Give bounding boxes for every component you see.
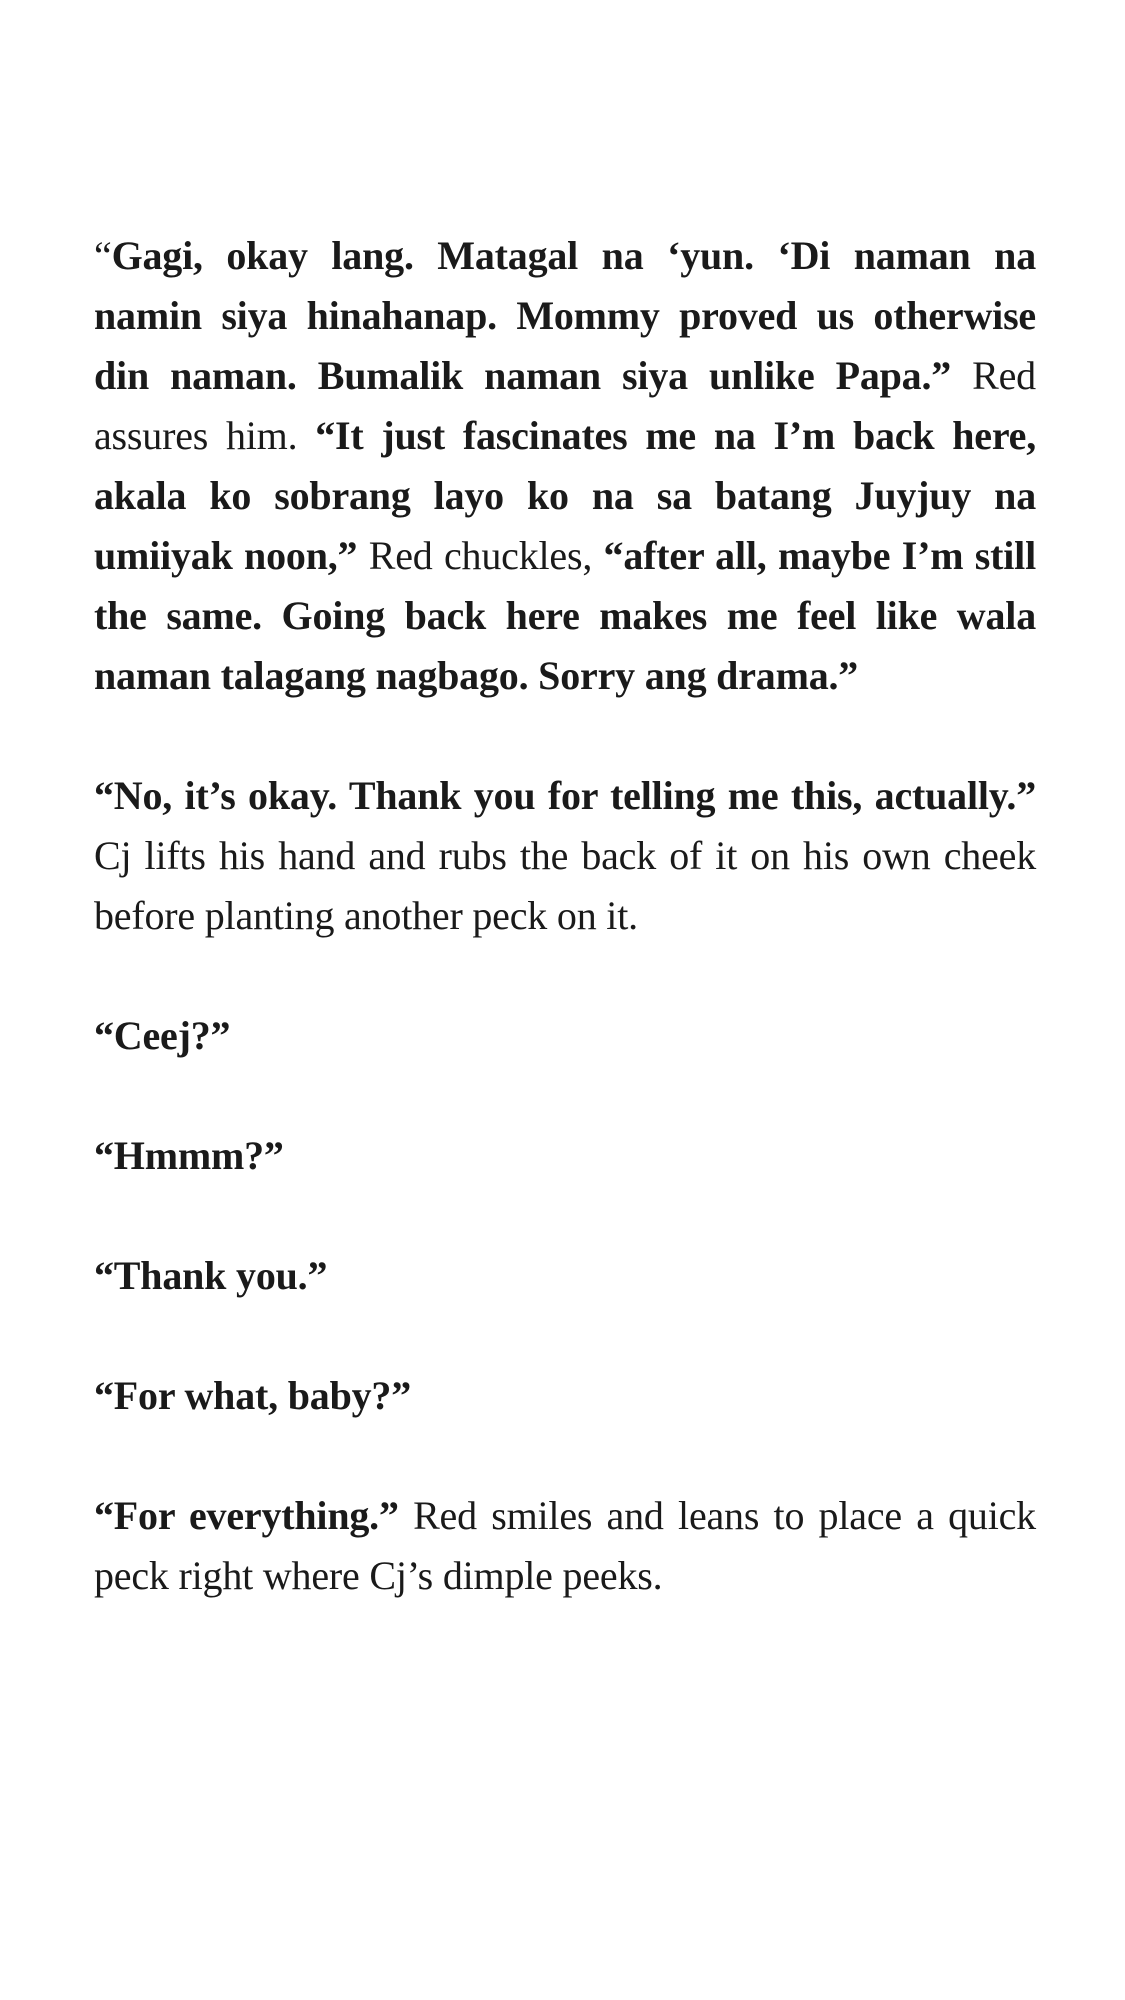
narration-segment: Cj lifts his hand and rubs the back of it on his own cheek before planting another peck on it. <box>94 833 1036 938</box>
paragraph-for-everything <box>94 1486 1036 1606</box>
paragraph-for-what <box>94 1366 1036 1426</box>
dialogue-segment: “Ceej?” <box>94 1013 231 1058</box>
dialogue-segment: “For what, baby?” <box>94 1373 412 1418</box>
story-page <box>94 226 1036 1666</box>
paragraph-red-assures <box>94 226 1036 706</box>
paragraph-thank-you <box>94 1246 1036 1306</box>
dialogue-segment: “No, it’s okay. Thank you for telling me this, actually.” <box>94 773 1036 818</box>
paragraph-cj-thanks <box>94 766 1036 946</box>
dialogue-segment: “Hmmm?” <box>94 1133 284 1178</box>
narration-segment: Red assures him. <box>94 353 1036 458</box>
dialogue-segment: “Thank you.” <box>94 1253 328 1298</box>
text-segment: “ <box>94 233 112 278</box>
dialogue-segment: “after all, maybe I’m still the same. Going back here makes me feel like wala naman talagang nagbago. Sorry ang drama.” <box>94 533 1036 698</box>
paragraph-ceej <box>94 1006 1036 1066</box>
dialogue-segment: “It just fascinates me na I’m back here, akala ko sobrang layo ko na sa batang Juyjuy na umiiyak noon,” <box>94 413 1037 578</box>
narration-segment: Red smiles and leans to place a quick peck right where Cj’s dimple peeks. <box>94 1493 1036 1598</box>
paragraph-hmmm <box>94 1126 1036 1186</box>
dialogue-segment: “For everything.” <box>94 1493 399 1538</box>
narration-segment: Red chuckles, <box>357 533 604 578</box>
dialogue-segment: Gagi, okay lang. Matagal na ‘yun. ‘Di naman na namin siya hinahanap. Mommy proved us otherwise din naman. Bumalik naman siya unlike Papa.” <box>94 233 1036 398</box>
